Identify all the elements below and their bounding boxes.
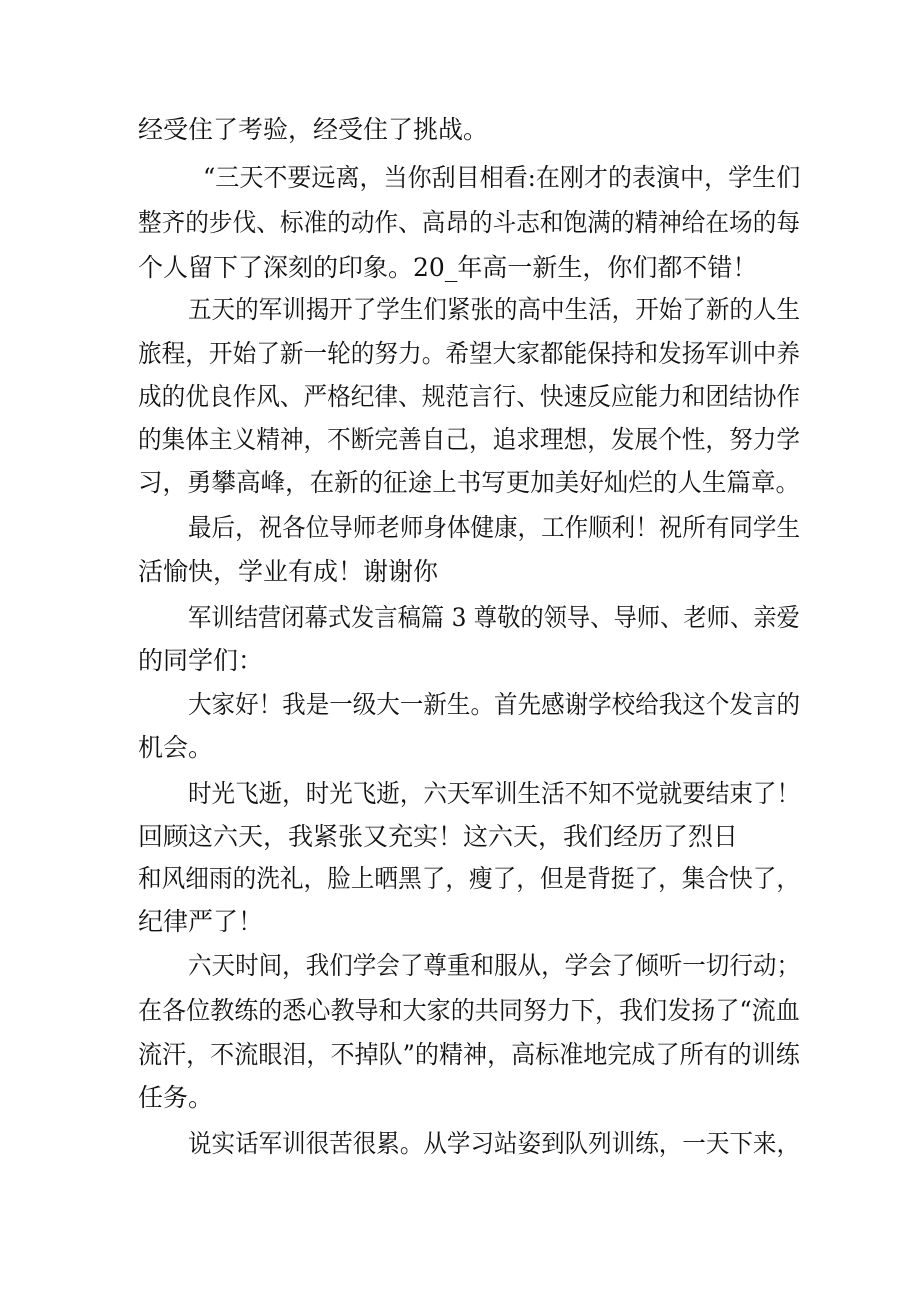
text-line: 任务。 [138, 1083, 214, 1112]
text-line: 的集体主义精神，不断完善自己，追求理想，发展个性，努力学 [138, 425, 801, 454]
text-line: 军训结营闭幕式发言稿篇 3 尊敬的领导、导师、老师、亲爱 [188, 603, 800, 632]
text-line: 说实话军训很苦很累。从学习站姿到队列训练，一天下来， [188, 1129, 800, 1158]
text-line: 和风细雨的洗礼，脸上晒黑了，瘦了，但是背挺了，集合快了， [138, 864, 801, 893]
text-line: 旅程，开始了新一轮的努力。希望大家都能保持和发扬军训中养 [138, 339, 801, 368]
text-line: 整齐的步伐、标准的动作、高昂的斗志和饱满的精神给在场的每 [138, 208, 801, 237]
text-line: 五天的军训揭开了学生们紧张的高中生活，开始了新的人生 [188, 295, 800, 324]
text-line: 个人留下了深刻的印象。20_年高一新生，你们都不错！ [138, 253, 758, 282]
text-line: 习，勇攀高峰，在新的征途上书写更加美好灿烂的人生篇章。 [138, 468, 800, 497]
text-line: 机会。 [138, 733, 214, 762]
text-line: 时光飞逝，时光飞逝，六天军训生活不知不觉就要结束了！ [188, 779, 800, 808]
text-line: 大家好！我是一级大一新生。首先感谢学校给我这个发言的 [188, 690, 800, 719]
text-line: 活愉快，学业有成！谢谢你 [138, 557, 439, 586]
text-line: “三天不要远离，当你刮目相看:在刚才的表演中，学生们 [203, 163, 801, 192]
text-line: 回顾这六天，我紧张又充实！这六天，我们经历了烈日 [138, 822, 739, 851]
text-line: 在各位教练的悉心教导和大家的共同努力下，我们发扬了“流血 [138, 996, 800, 1025]
text-line: 成的优良作风、严格纪律、规范言行、快速反应能力和团结协作 [138, 382, 801, 411]
text-line: 最后，祝各位导师老师身体健康，工作顺利！祝所有同学生 [188, 513, 800, 542]
text-line: 流汗，不流眼泪，不掉队”的精神，高标准地完成了所有的训练 [138, 1040, 800, 1069]
text-line: 经受住了考验，经受住了挑战。 [138, 115, 489, 144]
text-line: 六天时间，我们学会了尊重和服从，学会了倾听一切行动； [188, 951, 800, 980]
text-line: 的同学们： [138, 646, 264, 675]
text-line: 纪律严了！ [138, 907, 264, 936]
